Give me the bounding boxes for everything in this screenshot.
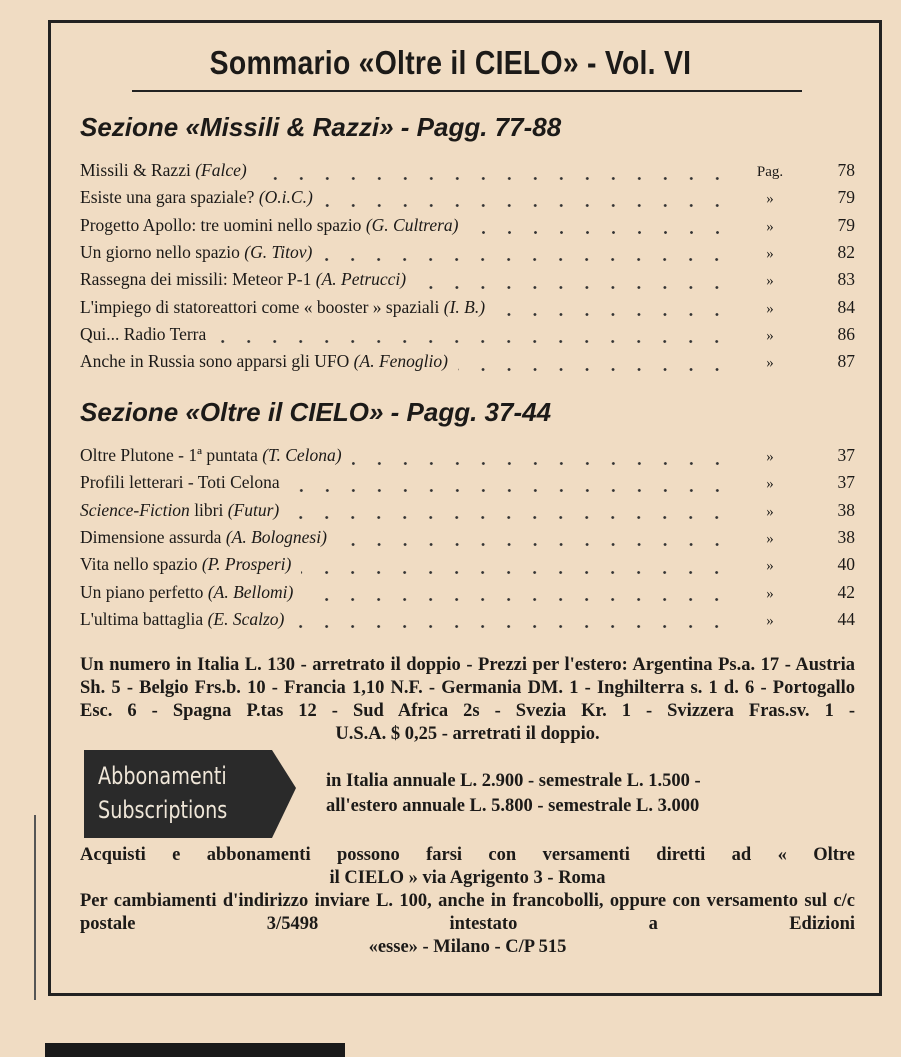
- page-number: 78: [837, 160, 855, 180]
- toc-entry: [80, 500, 855, 526]
- badge-line-1: Abbonamenti: [98, 762, 227, 790]
- entry-title-group: [80, 554, 291, 575]
- toc-entry: [80, 242, 855, 268]
- dot-leader: [294, 625, 730, 628]
- page-marker: »: [766, 355, 774, 372]
- prices-block: [80, 654, 855, 746]
- dot-leader: [337, 543, 730, 546]
- entry-author: (T. Celona): [262, 445, 342, 465]
- subscription-abroad: all'estero annuale L. 5.800 - semestrale L. 3.000: [326, 796, 700, 816]
- prices-last-line: U.S.A. $ 0,25 - arretrati il doppio.: [335, 724, 600, 744]
- entry-title: Anche in Russia sono apparsi gli UFO: [80, 351, 350, 372]
- dot-leader: [469, 231, 731, 234]
- page-marker: »: [766, 612, 774, 629]
- title-underline: [132, 90, 802, 92]
- entry-author: (G. Cultrera): [365, 214, 459, 235]
- entry-author: (A. Petrucci): [315, 269, 407, 290]
- toc-entry: [80, 582, 855, 608]
- section-heading: Sezione «Oltre il CIELO» - Pagg. 37-44: [80, 397, 552, 427]
- entry-title: Oltre Plutone - 1ª puntata: [80, 445, 258, 465]
- entry-title: Missili & Razzi: [80, 160, 191, 180]
- badge-line-2: Subscriptions: [98, 796, 228, 824]
- purchase-line-1: Acquisti e abbonamenti possono farsi con versamenti diretti ad « Oltre: [80, 845, 855, 865]
- bottom-black-bar: [45, 1043, 345, 1057]
- page-marker: »: [766, 273, 774, 290]
- entry-title-group: [80, 351, 448, 372]
- entry-author: (A. Bolognesi): [225, 526, 327, 547]
- page-number: 44: [837, 608, 855, 629]
- entry-title-group: [80, 297, 485, 318]
- entry-title: Qui... Radio Terra: [80, 323, 207, 344]
- entry-title-group: [80, 269, 406, 290]
- address-change-last-line: «esse» - Milano - C/P 515: [368, 937, 567, 957]
- toc-entry: [80, 527, 855, 553]
- entry-author: (G. Titov): [244, 241, 313, 262]
- toc-entry: [80, 554, 855, 580]
- page-marker: Pag.: [756, 164, 784, 180]
- page-marker: »: [766, 558, 774, 575]
- dot-leader: [216, 340, 730, 343]
- entry-title: Un giorno nello spazio: [80, 241, 240, 262]
- dot-leader: [323, 204, 730, 207]
- toc-entry: [80, 215, 855, 241]
- dot-leader: [495, 313, 730, 316]
- page-marker: »: [766, 530, 774, 547]
- page-marker: »: [766, 327, 774, 344]
- entry-title: Progetto Apollo: tre uomini nello spazio: [80, 214, 362, 235]
- page-number: 87: [837, 351, 855, 372]
- page-number: 42: [837, 581, 855, 602]
- page-number: 38: [837, 499, 855, 520]
- toc-entry: [80, 269, 855, 295]
- address-change-block: [80, 890, 855, 959]
- subscription-italy: in Italia annuale L. 2.900 - semestrale L. 1.500 -: [326, 771, 701, 791]
- page-marker: »: [766, 245, 774, 262]
- prices-text: Un numero in Italia L. 130 - arretrato il doppio - Prezzi per l'estero: Argentina Ps.a. 17 - Austria Sh. 5 - Belgio Frs.b. 10 - Francia 1,10 N.F. - Germania DM. 1 - Inghilterra s. 1 d. 6 - Portogallo Esc. 6 - Spagna P.tas 12 - Sud Africa 2s - Svezia Kr. 1 - Svizzera Fras.sv. 1 -: [80, 655, 855, 721]
- dot-leader: [352, 462, 730, 465]
- entry-title-italic: Science-Fiction: [80, 499, 190, 520]
- dot-leader: [416, 286, 730, 289]
- address-change-text: Per cambiamenti d'indirizzo inviare L. 100, anche in francobolli, oppure con versamento sul c/c postale 3/5498 intestato a Edizioni: [80, 891, 855, 934]
- entry-title-group: [80, 187, 313, 208]
- entry-title-group: [80, 527, 327, 548]
- page-number: 37: [837, 445, 855, 465]
- entry-title: L'ultima battaglia: [80, 608, 204, 629]
- entry-author: (O.i.C.): [258, 187, 313, 208]
- entry-author: (P. Prosperi): [201, 554, 292, 575]
- page-marker: »: [766, 218, 774, 235]
- dot-leader: [458, 368, 730, 371]
- toc-entry: [80, 351, 855, 377]
- entry-title: Un piano perfetto: [80, 581, 204, 602]
- page-marker: »: [766, 503, 774, 520]
- entry-author: (Falce): [195, 160, 247, 180]
- subscription-prices: [326, 769, 701, 819]
- toc-entry: [80, 297, 855, 323]
- toc-entry: [80, 324, 855, 350]
- dot-leader: [290, 489, 730, 492]
- entry-title-group: [80, 472, 280, 493]
- toc-entry: [80, 160, 855, 186]
- purchase-block: [80, 844, 855, 890]
- page-edge-line: [34, 815, 36, 1000]
- page-marker: »: [766, 585, 774, 602]
- page-number: 79: [837, 187, 855, 208]
- toc-entry: [80, 609, 855, 635]
- entry-title-group: [80, 324, 206, 345]
- entry-title: Esiste una gara spaziale?: [80, 187, 255, 208]
- page-marker: »: [766, 300, 774, 317]
- dot-leader: [322, 258, 730, 261]
- entry-title-group: [80, 242, 312, 263]
- page-number: 38: [837, 526, 855, 547]
- dot-leader: [301, 571, 730, 574]
- entry-author: (E. Scalzo): [207, 608, 285, 629]
- page-marker: »: [766, 449, 774, 465]
- subscriptions-badge: [84, 750, 296, 838]
- entry-title-group: [80, 445, 342, 466]
- page-number: 40: [837, 554, 855, 575]
- entry-title-group: [80, 582, 293, 603]
- purchase-line-2: il CIELO » via Agrigento 3 - Roma: [329, 868, 606, 888]
- entry-title-group: [80, 160, 247, 181]
- toc-entry: [80, 445, 855, 471]
- entry-author: (I. B.): [443, 296, 486, 317]
- page-number: 86: [837, 323, 855, 344]
- entry-title: Dimensione assurda: [80, 526, 222, 547]
- page-title: Sommario «Oltre il CIELO» - Vol. VI: [209, 44, 692, 81]
- dot-leader: [257, 177, 730, 180]
- page-marker: »: [766, 476, 774, 493]
- entry-title: libri: [189, 499, 224, 520]
- info-column: [80, 654, 855, 959]
- entry-author: (A. Bellomi): [207, 581, 294, 602]
- entry-title-group: [80, 215, 459, 236]
- entry-title: Vita nello spazio: [80, 554, 198, 575]
- entry-title-group: [80, 500, 279, 521]
- page-number: 79: [837, 214, 855, 235]
- entry-title-group: [80, 609, 284, 630]
- toc-entry: [80, 472, 855, 498]
- page-number: 83: [837, 269, 855, 290]
- subscriptions-row: [84, 750, 855, 838]
- entry-title: Rassegna dei missili: Meteor P-1: [80, 269, 312, 290]
- entry-title: L'impiego di statoreattori come « booster » spaziali: [80, 296, 440, 317]
- entry-author: (A. Fenoglio): [353, 351, 448, 372]
- entry-author: (Futur): [227, 499, 280, 520]
- entry-title: Profili letterari - Toti Celona: [80, 472, 280, 493]
- page-number: 37: [837, 472, 855, 493]
- page-number: 84: [837, 296, 855, 317]
- dot-leader: [289, 516, 730, 519]
- toc-entry: [80, 187, 855, 213]
- section-heading: Sezione «Missili & Razzi» - Pagg. 77-88: [80, 112, 562, 142]
- dot-leader: [303, 598, 730, 601]
- page-marker: »: [766, 191, 774, 208]
- page-number: 82: [837, 241, 855, 262]
